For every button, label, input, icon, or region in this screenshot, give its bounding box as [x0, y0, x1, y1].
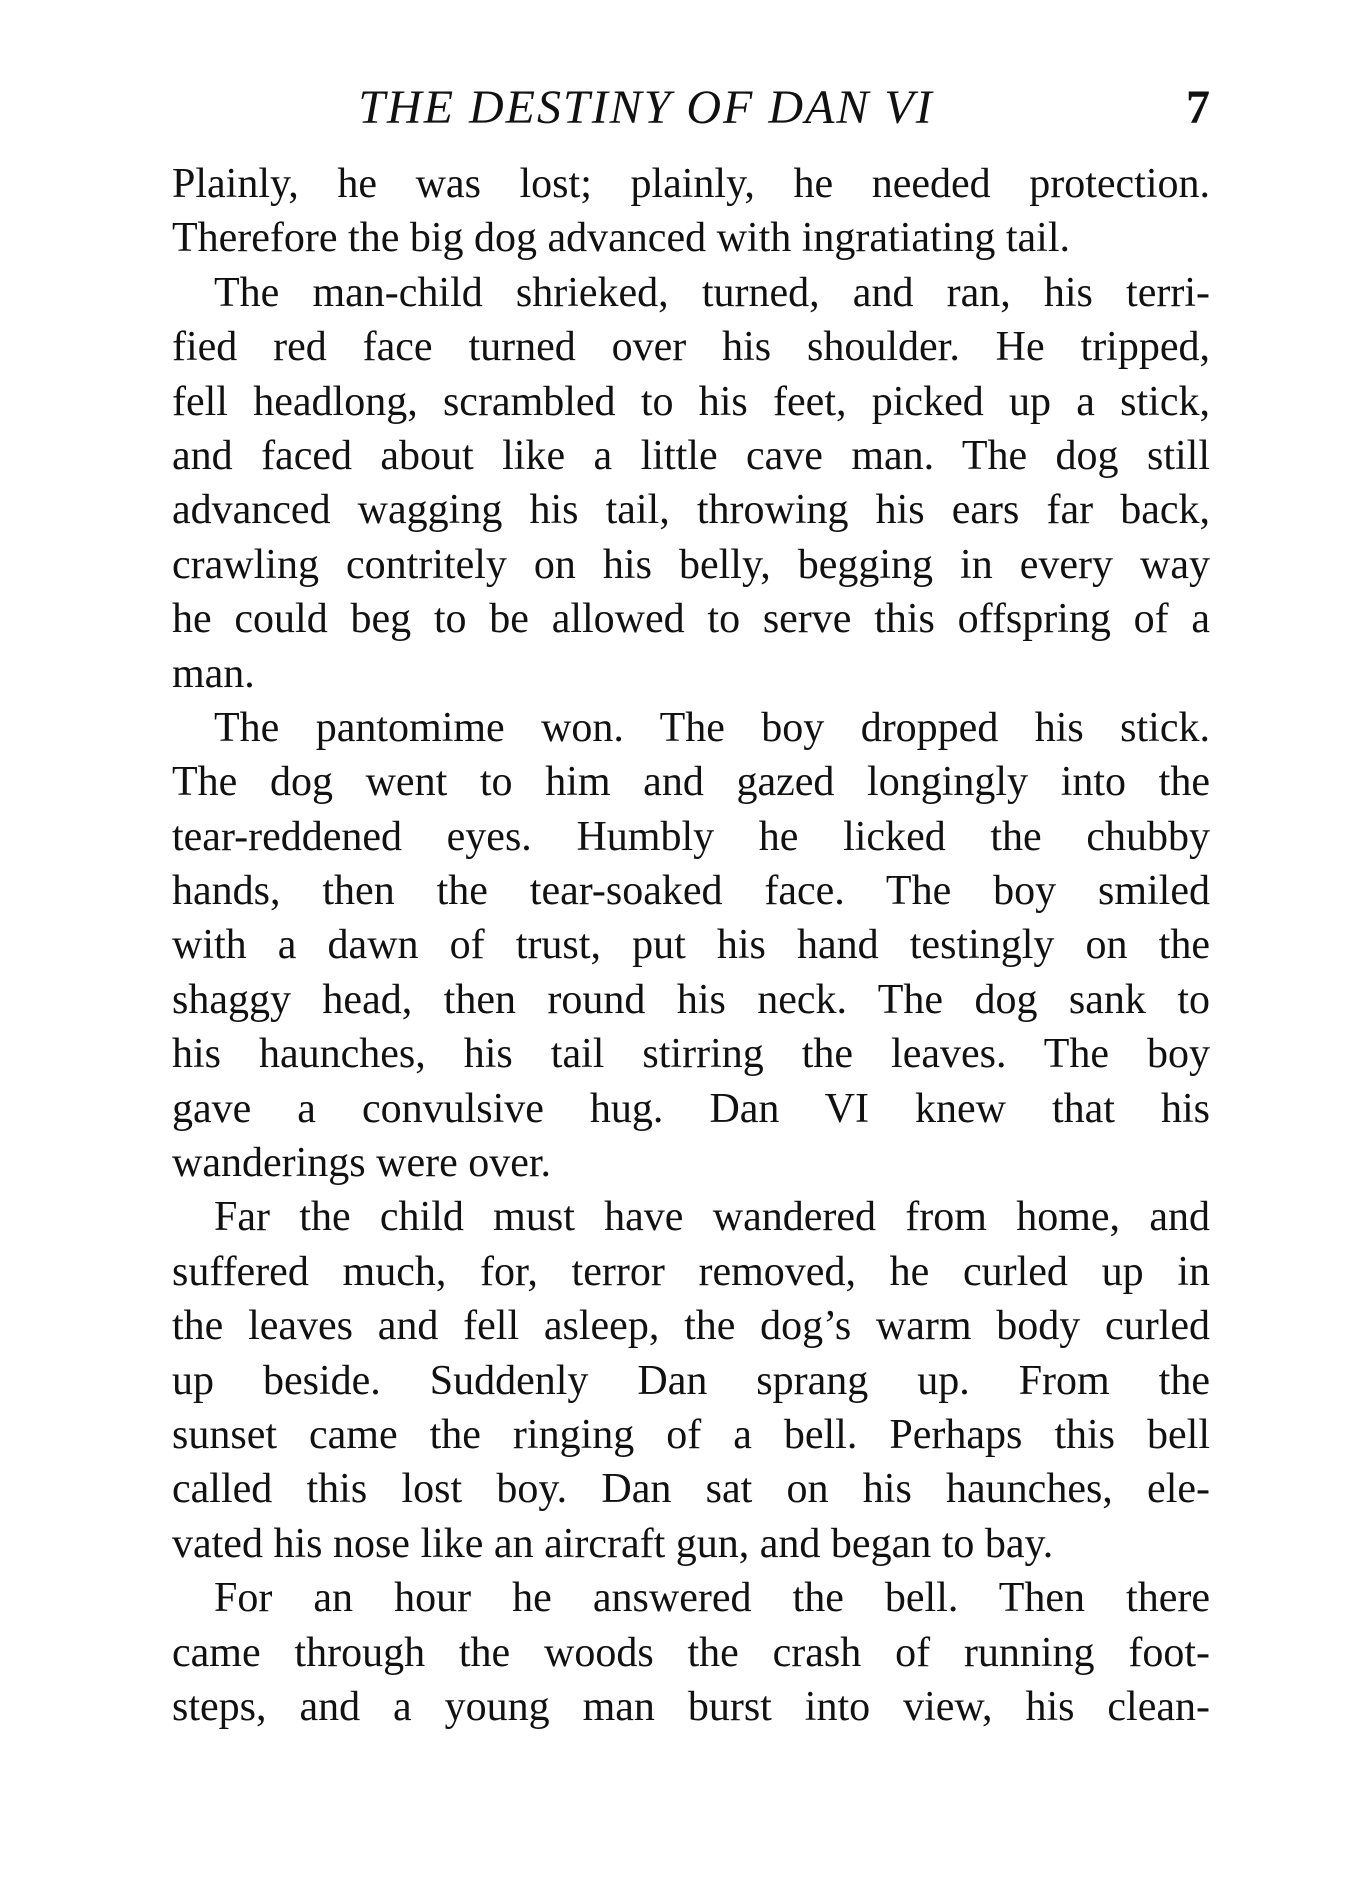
text-line: shaggy head, then round his neck. The dog sank to	[172, 976, 1210, 1023]
text-line: For an hour he answered the bell. Then there	[214, 1575, 1210, 1622]
text-line: tear-reddened eyes. Humbly he licked the chubby	[172, 813, 1210, 860]
text-line: called this lost boy. Dan sat on his haunches, ele-	[172, 1466, 1210, 1513]
paragraph	[172, 266, 1210, 701]
body-text	[172, 157, 1210, 1734]
text-line: he could beg to be allowed to serve this offspring of a	[172, 596, 1210, 643]
text-line: and faced about like a little cave man. The dog still	[172, 432, 1210, 479]
text-line: with a dawn of trust, put his hand testingly on the	[172, 922, 1210, 969]
text-line: steps, and a young man burst into view, his clean-	[172, 1683, 1210, 1730]
text-line: wanderings were over.	[172, 1140, 552, 1187]
running-head	[172, 78, 1210, 138]
paragraph	[172, 157, 1210, 266]
text-line: crawling contritely on his belly, begging in every way	[172, 541, 1210, 588]
text-line: Far the child must have wandered from home, and	[214, 1194, 1210, 1241]
text-line: fied red face turned over his shoulder. He tripped,	[172, 324, 1210, 371]
text-line: the leaves and fell asleep, the dog’s warm body curled	[172, 1303, 1210, 1350]
text-line: The dog went to him and gazed longingly into the	[172, 759, 1210, 806]
text-line: suffered much, for, terror removed, he curled up in	[172, 1248, 1210, 1295]
text-line: came through the woods the crash of running foot-	[172, 1629, 1210, 1676]
text-line: man.	[172, 650, 255, 697]
text-line: The pantomime won. The boy dropped his stick.	[214, 704, 1210, 751]
text-line: hands, then the tear-soaked face. The boy smiled	[172, 868, 1210, 915]
page-number: 7	[1186, 81, 1210, 134]
paragraph	[172, 1190, 1210, 1571]
text-line: The man-child shrieked, turned, and ran, his terri-	[214, 269, 1210, 316]
text-line: sunset came the ringing of a bell. Perhaps this bell	[172, 1411, 1210, 1458]
text-line: fell headlong, scrambled to his feet, picked up a stick,	[172, 378, 1210, 425]
text-line: vated his nose like an aircraft gun, and began to bay.	[172, 1520, 1054, 1567]
text-line: Therefore the big dog advanced with ingratiating tail.	[172, 215, 1071, 262]
running-title: THE DESTINY OF DAN VI	[358, 81, 934, 134]
paragraph	[172, 701, 1210, 1191]
paragraph	[172, 1571, 1210, 1734]
text-line: Plainly, he was lost; plainly, he needed protection.	[172, 161, 1210, 207]
text-line: up beside. Suddenly Dan sprang up. From the	[172, 1357, 1210, 1404]
text-line: advanced wagging his tail, throwing his ears far back,	[172, 487, 1210, 534]
text-line: his haunches, his tail stirring the leaves. The boy	[172, 1031, 1210, 1078]
text-line: gave a convulsive hug. Dan VI knew that his	[172, 1085, 1210, 1132]
